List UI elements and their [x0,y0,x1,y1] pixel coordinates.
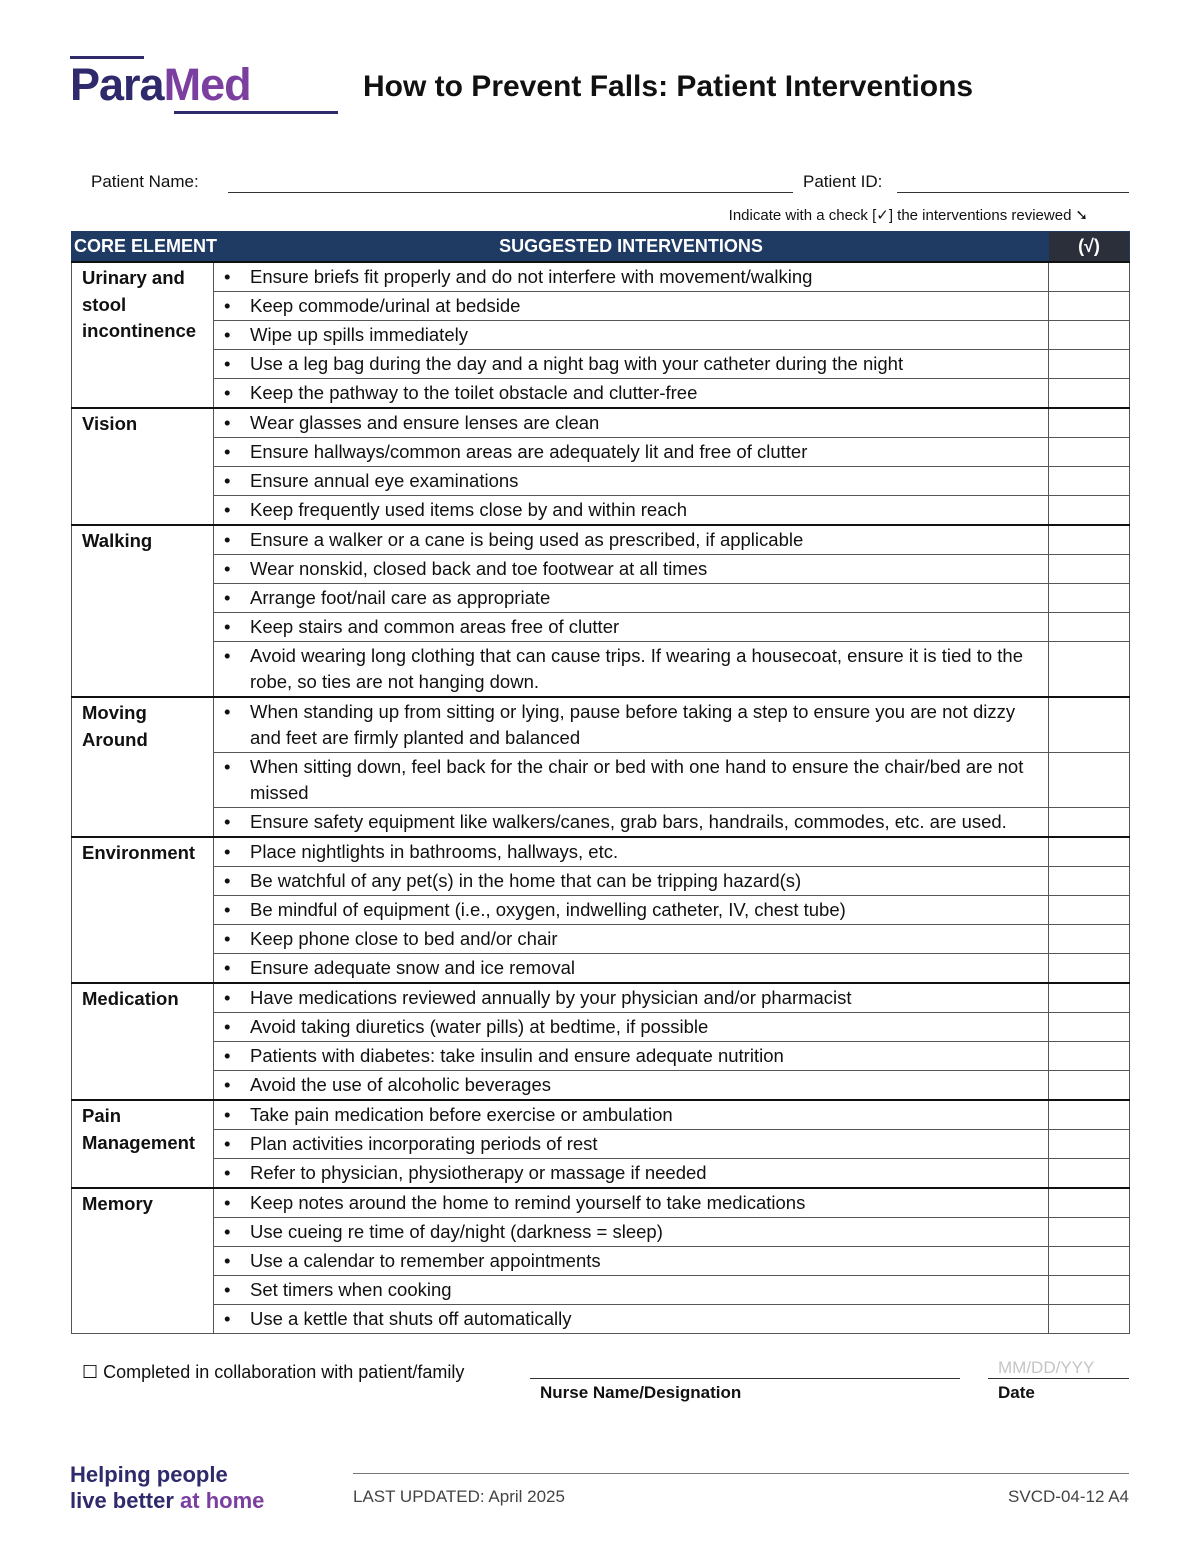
last-updated: LAST UPDATED: April 2025 [353,1487,565,1506]
check-cell[interactable] [1049,350,1130,379]
core-element-cell: Medication [72,983,214,1100]
header-suggested-interventions: SUGGESTED INTERVENTIONS [214,232,1049,263]
bullet-icon: • [224,928,231,949]
form-code: SVCD-04-12 A4 [1008,1487,1129,1506]
intervention-cell [214,292,1049,321]
patient-id-field[interactable] [897,192,1129,193]
check-cell[interactable] [1049,1071,1130,1101]
intervention-cell [214,1013,1049,1042]
collaboration-label: Completed in collaboration with patient/family [103,1362,465,1382]
tagline-line2b: at home [180,1488,265,1513]
table-row [72,496,1130,526]
check-cell[interactable] [1049,896,1130,925]
bullet-icon: • [224,324,231,345]
table-row [72,350,1130,379]
intervention-cell [214,1188,1049,1218]
interventions-table [71,231,1130,1334]
check-cell[interactable] [1049,1276,1130,1305]
bullet-icon: • [224,1279,231,1300]
intervention-text: Use a calendar to remember appointments [250,1250,601,1271]
check-cell[interactable] [1049,954,1130,984]
table-row [72,954,1130,984]
bullet-icon: • [224,587,231,608]
table-row [72,867,1130,896]
intervention-text: Keep phone close to bed and/or chair [250,928,558,949]
intervention-cell [214,379,1049,409]
intervention-cell [214,1159,1049,1189]
intervention-cell [214,1130,1049,1159]
table-row [72,292,1130,321]
check-cell[interactable] [1049,1013,1130,1042]
check-cell[interactable] [1049,467,1130,496]
check-cell[interactable] [1049,1188,1130,1218]
table-row [72,642,1130,698]
check-cell[interactable] [1049,1100,1130,1130]
intervention-cell [214,1218,1049,1247]
paramed-logo [70,56,270,116]
bullet-icon: • [224,441,231,462]
table-row [72,408,1130,438]
intervention-cell [214,954,1049,984]
intervention-text: Ensure annual eye examinations [250,470,519,491]
intervention-text: Keep the pathway to the toilet obstacle and clutter-free [250,382,698,403]
bullet-icon: • [224,701,231,722]
check-cell[interactable] [1049,1218,1130,1247]
bullet-icon: • [224,870,231,891]
instruction-label: Indicate with a check [✓] the interventions reviewed [728,207,1072,224]
bullet-icon: • [224,1162,231,1183]
intervention-cell [214,896,1049,925]
table-row [72,525,1130,555]
tagline-line2a: live better [70,1488,181,1513]
check-cell[interactable] [1049,525,1130,555]
table-row [72,837,1130,867]
bullet-icon: • [224,353,231,374]
table-row [72,1305,1130,1334]
intervention-cell [214,467,1049,496]
intervention-cell [214,1100,1049,1130]
check-cell[interactable] [1049,292,1130,321]
intervention-text: Keep stairs and common areas free of clutter [250,616,620,637]
intervention-cell [214,808,1049,838]
bullet-icon: • [224,841,231,862]
intervention-cell [214,925,1049,954]
intervention-text: Avoid wearing long clothing that can cause trips. If wearing a housecoat, ensure it is tied to the robe, so ties are not hanging down. [250,645,1024,692]
bullet-icon: • [224,987,231,1008]
table-row [72,1247,1130,1276]
header-core-element: CORE ELEMENT [72,232,214,263]
intervention-text: Set timers when cooking [250,1279,452,1300]
intervention-text: Patients with diabetes: take insulin and ensure adequate nutrition [250,1045,784,1066]
core-element-cell: Pain Management [72,1100,214,1188]
bullet-icon: • [224,1074,231,1095]
table-row [72,697,1130,753]
core-element-cell: Moving Around [72,697,214,837]
patient-name-label: Patient Name: [91,172,199,191]
check-cell[interactable] [1049,925,1130,954]
intervention-cell [214,613,1049,642]
table-row [72,584,1130,613]
check-cell[interactable] [1049,1305,1130,1334]
check-cell[interactable] [1049,1159,1130,1189]
table-row [72,1276,1130,1305]
intervention-cell [214,438,1049,467]
table-row [72,753,1130,808]
intervention-text: Use a kettle that shuts off automatically [250,1308,572,1329]
intervention-text: Ensure a walker or a cane is being used as prescribed, if applicable [250,529,804,550]
intervention-cell [214,1247,1049,1276]
patient-id-label: Patient ID: [803,172,883,191]
logo-para: Para [70,59,164,110]
intervention-cell [214,496,1049,526]
intervention-text: Refer to physician, physiotherapy or massage if needed [250,1162,707,1183]
intervention-text: Arrange foot/nail care as appropriate [250,587,551,608]
intervention-text: Be mindful of equipment (i.e., oxygen, indwelling catheter, IV, chest tube) [250,899,846,920]
check-cell[interactable] [1049,1247,1130,1276]
intervention-text: Avoid the use of alcoholic beverages [250,1074,551,1095]
intervention-text: Avoid taking diuretics (water pills) at bedtime, if possible [250,1016,709,1037]
bullet-icon: • [224,1192,231,1213]
check-cell[interactable] [1049,697,1130,753]
table-row [72,379,1130,409]
bullet-icon: • [224,1250,231,1271]
check-cell[interactable] [1049,753,1130,808]
check-cell[interactable] [1049,555,1130,584]
check-cell[interactable] [1049,808,1130,838]
table-row [72,438,1130,467]
intervention-text: Ensure hallways/common areas are adequately lit and free of clutter [250,441,808,462]
bullet-icon: • [224,266,231,287]
intervention-text: Keep commode/urinal at bedside [250,295,521,316]
intervention-cell [214,837,1049,867]
date-label: Date [998,1383,1035,1402]
core-element-cell: Urinary and stool incontinence [72,262,214,408]
nurse-name-label: Nurse Name/Designation [540,1383,742,1402]
intervention-text: Place nightlights in bathrooms, hallways, etc. [250,841,619,862]
nurse-name-field[interactable] [530,1378,960,1379]
intervention-cell [214,525,1049,555]
logo-med: Med [163,59,251,110]
header-check: (√) [1049,232,1130,263]
footer-divider [353,1473,1129,1474]
date-placeholder: MM/DD/YYY [998,1358,1095,1377]
check-cell[interactable] [1049,837,1130,867]
tagline [70,1462,264,1514]
intervention-text: Use a leg bag during the day and a night bag with your catheter during the night [250,353,904,374]
core-element-cell: Vision [72,408,214,525]
bullet-icon: • [224,295,231,316]
table-row [72,896,1130,925]
intervention-text: Wear glasses and ensure lenses are clean [250,412,600,433]
bullet-icon: • [224,1221,231,1242]
table-row [72,555,1130,584]
intervention-text: Wear nonskid, closed back and toe footwear at all times [250,558,708,579]
page-title: How to Prevent Falls: Patient Interventions [363,70,974,103]
bullet-icon: • [224,1104,231,1125]
arrow-down-right-icon: ➘ [1075,207,1088,224]
bullet-icon: • [224,616,231,637]
intervention-text: Keep frequently used items close by and within reach [250,499,688,520]
table-row [72,467,1130,496]
bullet-icon: • [224,1308,231,1329]
check-cell[interactable] [1049,613,1130,642]
bullet-icon: • [224,756,231,777]
patient-name-field[interactable] [228,192,793,193]
check-cell[interactable] [1049,438,1130,467]
check-cell[interactable] [1049,642,1130,698]
bullet-icon: • [224,1133,231,1154]
intervention-cell [214,408,1049,438]
tagline-line1: Helping people [70,1462,228,1487]
intervention-cell [214,584,1049,613]
intervention-cell [214,753,1049,808]
check-cell[interactable] [1049,408,1130,438]
intervention-text: Take pain medication before exercise or ambulation [250,1104,673,1125]
core-element-cell: Memory [72,1188,214,1334]
check-cell[interactable] [1049,1130,1130,1159]
intervention-cell [214,262,1049,292]
table-row [72,613,1130,642]
intervention-cell [214,1276,1049,1305]
table-row [72,321,1130,350]
bullet-icon: • [224,558,231,579]
bullet-icon: • [224,470,231,491]
intervention-cell [214,1042,1049,1071]
table-row [72,1100,1130,1130]
collaboration-checkbox-row[interactable] [82,1362,464,1383]
intervention-text: Have medications reviewed annually by your physician and/or pharmacist [250,987,852,1008]
intervention-text: Be watchful of any pet(s) in the home that can be tripping hazard(s) [250,870,802,891]
check-cell[interactable] [1049,379,1130,409]
table-row [72,1042,1130,1071]
check-cell[interactable] [1049,983,1130,1013]
core-element-cell: Environment [72,837,214,983]
bullet-icon: • [224,412,231,433]
bullet-icon: • [224,1045,231,1066]
intervention-cell [214,983,1049,1013]
intervention-cell [214,350,1049,379]
intervention-text: Ensure safety equipment like walkers/canes, grab bars, handrails, commodes, etc. are used. [250,811,1007,832]
bullet-icon: • [224,382,231,403]
bullet-icon: • [224,811,231,832]
instruction-text [729,206,1088,224]
intervention-text: Ensure briefs fit properly and do not interfere with movement/walking [250,266,813,287]
table-row [72,983,1130,1013]
intervention-cell [214,867,1049,896]
intervention-text: Keep notes around the home to remind yourself to take medications [250,1192,806,1213]
date-field[interactable] [988,1378,1129,1379]
bullet-icon: • [224,1016,231,1037]
bullet-icon: • [224,957,231,978]
intervention-text: Use cueing re time of day/night (darkness = sleep) [250,1221,663,1242]
intervention-cell [214,555,1049,584]
check-cell[interactable] [1049,321,1130,350]
table-row [72,808,1130,838]
bullet-icon: • [224,645,231,666]
checkbox-icon[interactable]: ☐ [82,1362,99,1382]
table-row [72,1218,1130,1247]
intervention-cell [214,1071,1049,1101]
check-cell[interactable] [1049,867,1130,896]
bullet-icon: • [224,529,231,550]
table-row [72,262,1130,292]
check-cell[interactable] [1049,496,1130,526]
core-element-cell: Walking [72,525,214,697]
intervention-text: Wipe up spills immediately [250,324,468,345]
intervention-text: Plan activities incorporating periods of rest [250,1133,598,1154]
table-row [72,1188,1130,1218]
check-cell[interactable] [1049,262,1130,292]
bullet-icon: • [224,499,231,520]
table-row [72,1071,1130,1101]
table-row [72,1130,1130,1159]
check-cell[interactable] [1049,584,1130,613]
intervention-text: When standing up from sitting or lying, pause before taking a step to ensure you are not dizzy and feet are firmly planted and balanced [250,701,1016,748]
intervention-cell [214,1305,1049,1334]
intervention-text: Ensure adequate snow and ice removal [250,957,575,978]
table-row [72,925,1130,954]
intervention-cell [214,321,1049,350]
table-row [72,1159,1130,1189]
table-row [72,1013,1130,1042]
intervention-cell [214,642,1049,698]
intervention-cell [214,697,1049,753]
bullet-icon: • [224,899,231,920]
check-cell[interactable] [1049,1042,1130,1071]
intervention-text: When sitting down, feel back for the chair or bed with one hand to ensure the chair/bed are not missed [250,756,1024,803]
